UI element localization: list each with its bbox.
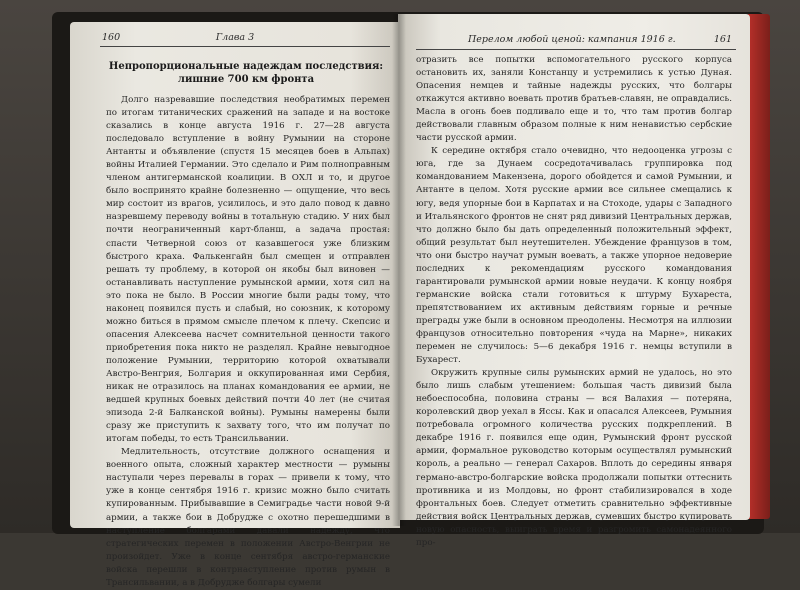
- left-paragraph-1: Долго назревавшие последствия необратимых перемен по итогам титанических сражений на западе и на востоке сказались в конце августа 1916 г. 27—28 августа последовало вступление в войну Румынии на стороне Антанты и объявление (спустя 15 месяцев боев в Альпах) войны Италией Германии. Это сделало и Рим полноправным членом антигерманской коалиции. В ОХЛ и то, и другое было воспринято крайне болезненно — ощущение, что весь мир состоит из врагов, усилилось, и это дало повод к давно назревшему переводу войны в тотальную стадию. У них был почти неограниченный карт-бланш, а задача простая: спасти Четверной союз от казавшегося уже близким быстрого краха. Фалькенгайн был смещен и отправлен решать ту проблему, в которой он якобы был виновен — останавливать наступление румынской армии, хотя сил на это пока не было. В России многие были рады тому, что наконец появился пусть и слабый, но союзник, к которому можно биться в прямом смысле плечом к плечу. Скепсис и опасения Алексеева насчет сомнительной ценности такого приобретения пока никто не разделял. Крайне невыгодное положение Румынии, территорию которой охватывали Австро-Венгрия, Болгария и оккупированная ими Сербия, никак не отразилось на планах командования ее армии, не ведшей крупных боевых действий почти 40 лет (не считая эпизода 2-й Балканской войны). Румыны намерены были сразу же приступить к захвату того, что им получат по итогам победы, то есть Трансильвании.: [106, 95, 390, 445]
- left-page: [70, 22, 400, 588]
- right-page: [398, 14, 750, 548]
- section-title-line2: лишние 700 км фронта: [177, 74, 315, 85]
- left-running-head: Глава 3: [215, 32, 255, 43]
- right-page-number: 161: [713, 34, 732, 45]
- right-text-block: [416, 54, 732, 550]
- book-spine-gutter: [392, 14, 406, 526]
- section-title-line1: Непропорциональные надеждам последствия:: [108, 61, 384, 72]
- right-running-head: Перелом любой ценой: кампания 1916 г.: [468, 34, 676, 45]
- left-header-rule: [100, 46, 390, 47]
- section-title: [70, 60, 400, 86]
- left-paragraph-2: Медлительность, отсутствие должного оснащения и военного опыта, сложный характер местности — румыны наступали через перевалы в горах — привели к тому, что уже в конце сентября 1916 г. кризис можно было считать купированным. Прибывавшие в Семиградье части новой 9-й армии, а также бои в Добрудже с охотно перешедшими в наступление болгарами давали надежду, что стратегических перемен в положении Австро-Венгрии не произойдет. Уже в конце сентября австро-германские войска перешли в контрнаступление против румын в Трансильвании, а в Добрудже болгары сумели: [106, 447, 390, 588]
- left-text-block: [106, 94, 390, 590]
- right-paragraph-1: отразить все попытки вспомогательного русского корпуса остановить их, заняли Констанцу и устремились к устью Дуная. Опасения немцев и тайные надежды русских, что болгары откажутся активно воевать против братьев-славян, не оправдались. Масла в огонь боев подливало еще и то, что там против болгар действовали главным образом полные к ним ненавистью сербские части русской армии.: [416, 55, 732, 144]
- book-red-cover-edge: [748, 14, 770, 519]
- right-header-rule: [416, 49, 736, 50]
- right-paragraph-3: Окружить крупные силы румынских армий не удалось, но это было лишь слабым утешением: большая часть дивизий была небоеспособна, половина страны — вся Валахия — потеряна, королевский двор уехал в Яссы. Как и опасался Алексеев, Румыния потребовала огромного количества русских подкреплений. В декабре 1916 г. появился еще один, Румынский фронт русской армии, формальное руководство которым осуществлял румынский король, а реально — генерал Сахаров. Вплоть до середины января германо-австро-болгарские войска продолжали попытки оттеснить противника и из Молдовы, но фронт стабилизировался в ходе фронтальных боев. Следует отметить сравнительно эффективные действия войск Центральных держав, сумевших быстро купировать новую опасность, выиграть время и разгромить самонадеянного про-: [416, 368, 732, 548]
- left-page-number: 160: [102, 32, 121, 43]
- right-paragraph-2: К середине октября стало очевидно, что недооценка угрозы с юга, где за Дунаем сосредотачивалась группировка под командованием Макензена, дорого обойдется и самой Румынии, и Антанте в целом. Хотя русские армии все сильнее смещались к югу, ведя упорные бои в Карпатах и на Стоходе, удары с Западного и Итальянского фронтов не снят ряд дивизий Центральных держав, что должно было бы дать определенный положительный эффект, общий результат был неутешителен. Убеждение французов в том, что они быстро научат румын воевать, а также упорное недоверие последних к рекомендациям русского командования гарантировали румынской армии новые неудачи. К концу ноября германские войска стали готовиться к штурму Бухареста, препятствованием их активным действиям горные и речные преграды уже были в основном преодолены. Несмотря на иллюзии французов относительно повторения «чуда на Марне», никаких перемен не случилось: 5—6 декабря 1916 г. немцы вступили в Бухарест.: [416, 146, 732, 366]
